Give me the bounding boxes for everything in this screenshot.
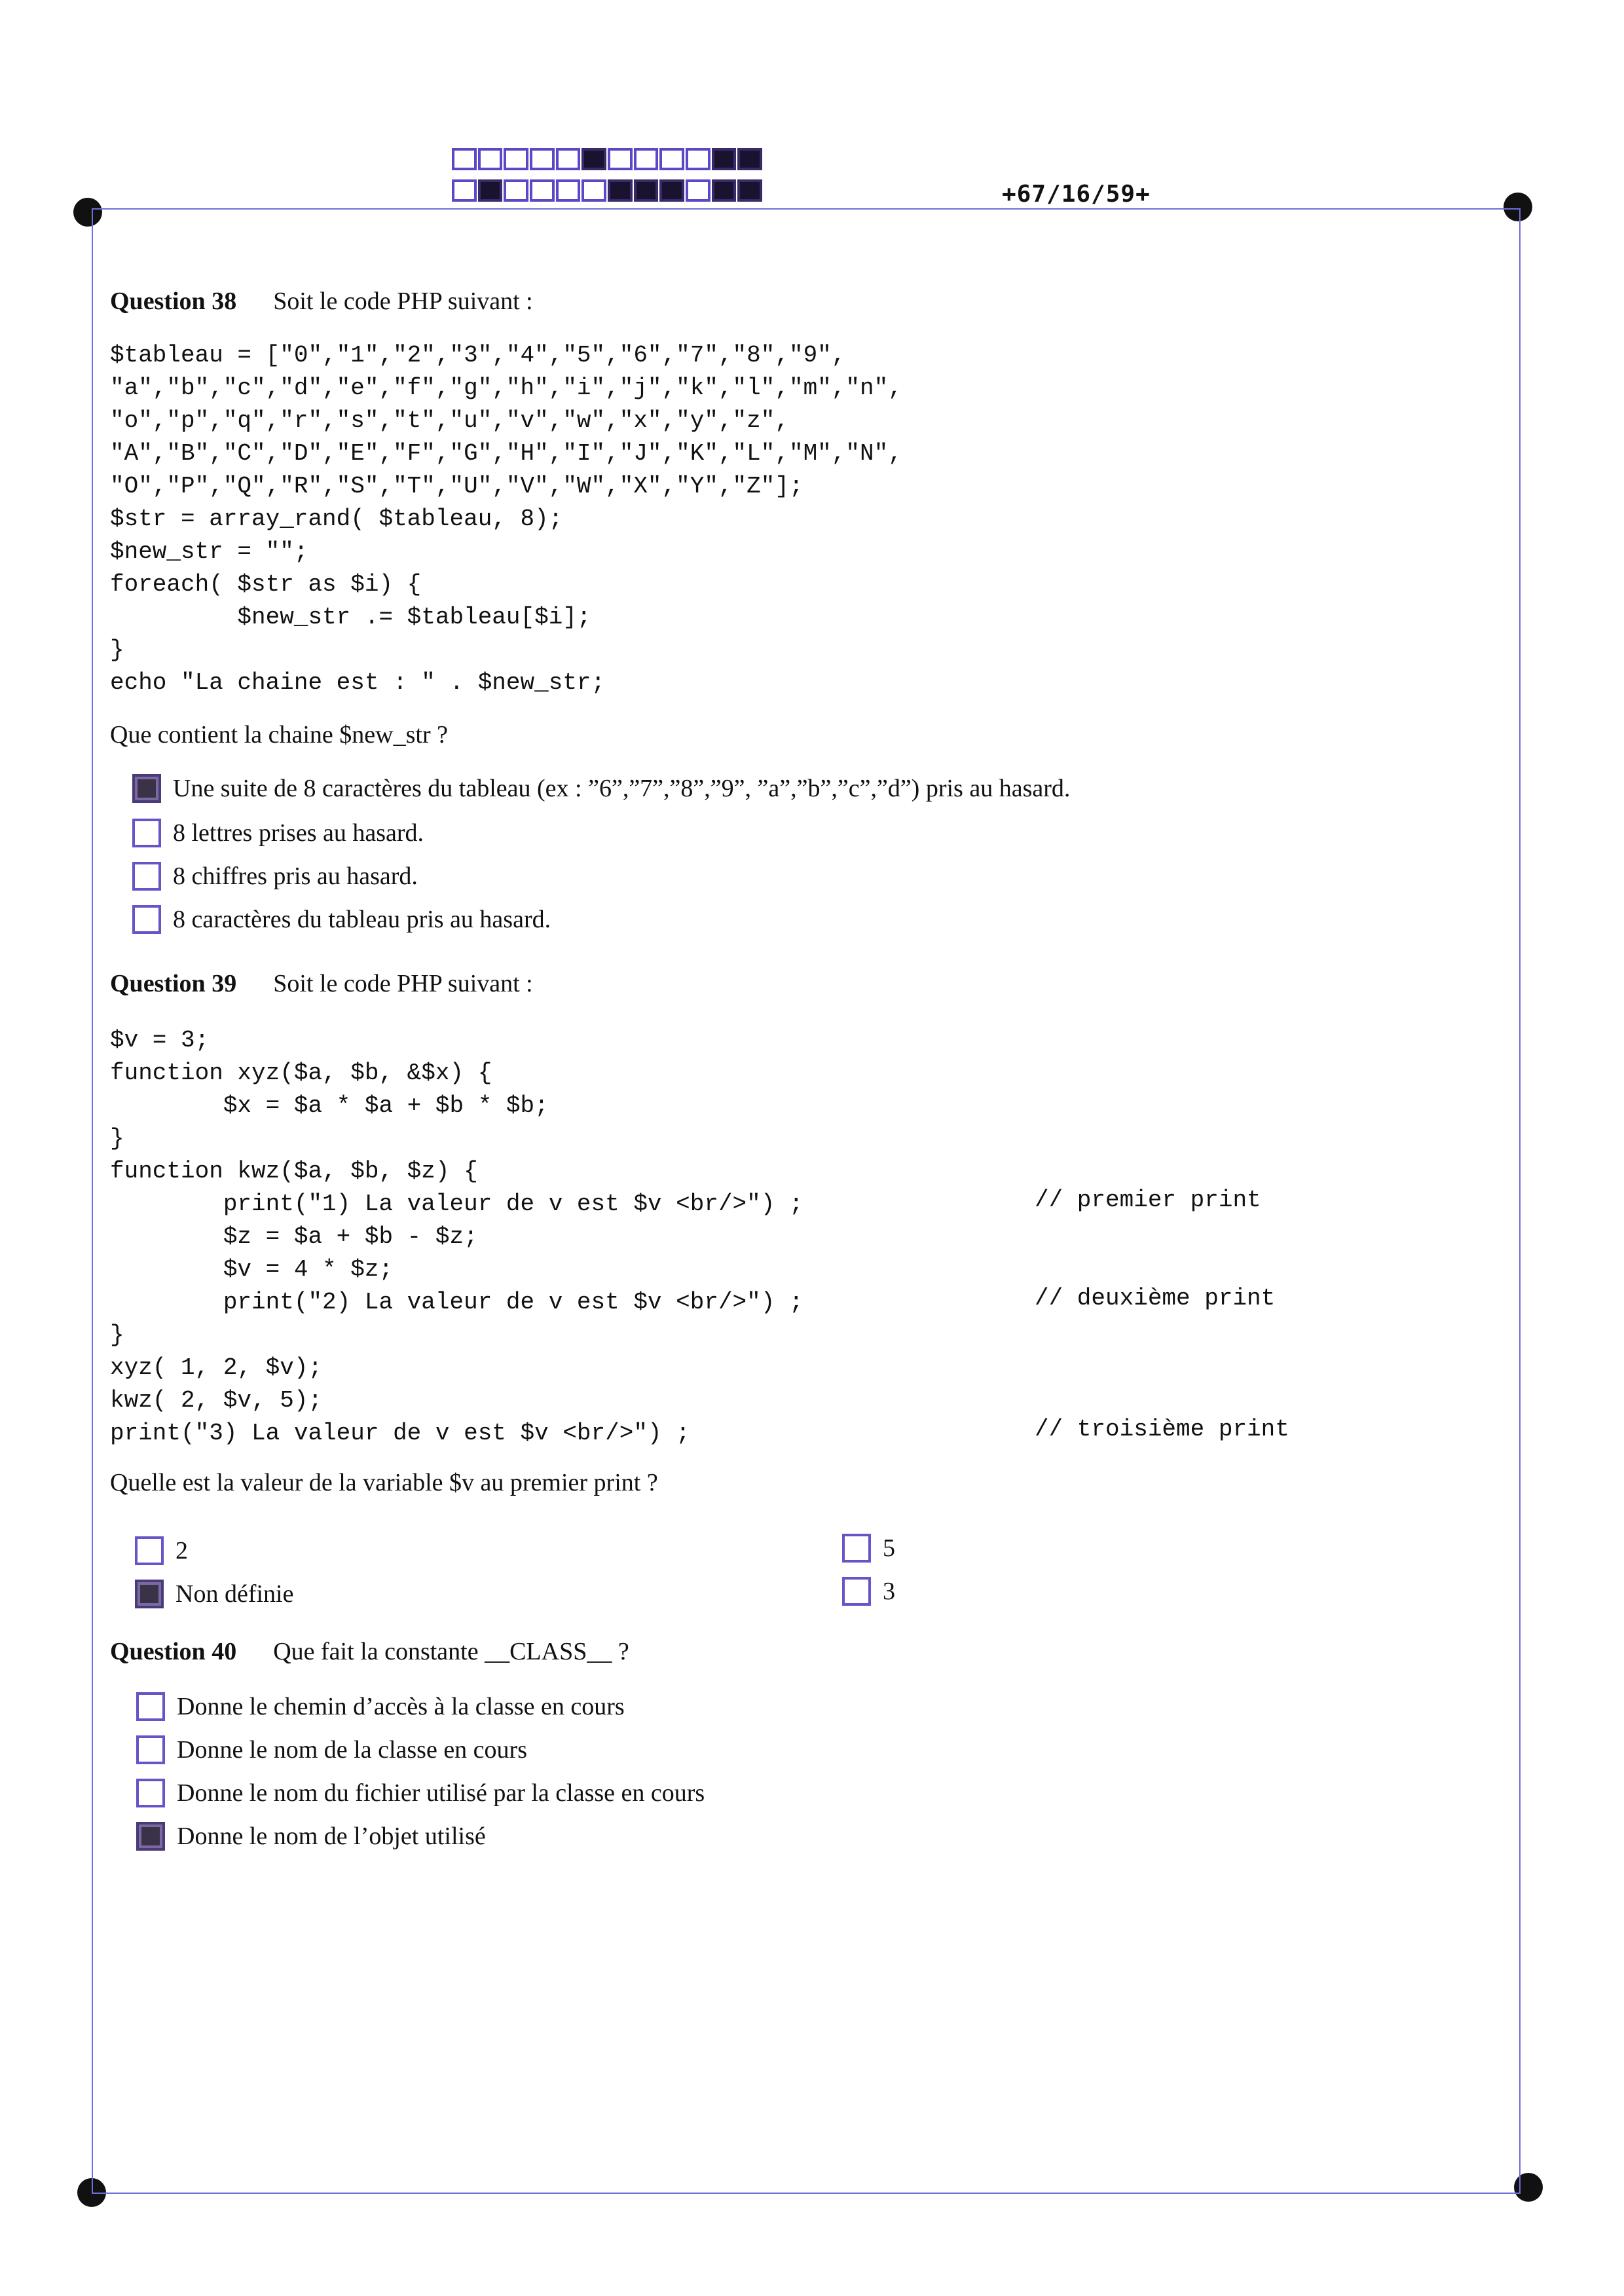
barcode-cell <box>737 148 762 170</box>
choice-label: Donne le nom de la classe en cours <box>177 1736 527 1764</box>
code-comment-1: // premier print <box>1035 1187 1261 1213</box>
choice-label: Donne le nom de l’objet utilisé <box>177 1823 486 1850</box>
question-text: Soit le code PHP suivant : <box>273 287 533 315</box>
barcode-cell <box>737 179 762 202</box>
barcode-cell <box>581 179 606 202</box>
q39-choice-2[interactable] <box>135 1580 293 1608</box>
checkbox[interactable] <box>136 1735 165 1764</box>
barcode-cell <box>530 179 555 202</box>
choice-label: 5 <box>883 1534 895 1562</box>
choice-label: Donne le nom du fichier utilisé par la classe en cours <box>177 1779 705 1807</box>
barcode-cell <box>659 179 684 202</box>
checkbox[interactable] <box>842 1577 871 1606</box>
question-38-heading <box>110 287 533 316</box>
question-38-code: $tableau = ["0","1","2","3","4","5","6","7","8","9", "a","b","c","d","e","f","g","h","i","j","k","l","m","n", "o","p","q","r","s","t","u","v","w","x","y","z", "A","B","C","D","E","F","G","H","I","J","K","L","M","N", "O","P","Q","R","S","T","U","V","W","X","Y","Z"]; $str = array_rand( $tableau, 8); $new_str = ""; foreach( $str as $i) { $new_str .= $tableau[$i]; } echo "La chaine est : " . $new_str; <box>110 342 902 696</box>
choice-label: Non définie <box>175 1580 294 1608</box>
q38-choice-1[interactable] <box>132 774 1070 803</box>
page-id: +67/16/59+ <box>1002 181 1151 208</box>
question-39-heading <box>110 969 533 998</box>
choice-label: Une suite de 8 caractères du tableau (ex : ”6”,”7”,”8”,”9”, ”a”,”b”,”c”,”d”) pris au hasard. <box>173 775 1071 802</box>
checkbox[interactable] <box>132 905 161 934</box>
barcode-cell <box>452 148 477 170</box>
q39-choice-1[interactable] <box>135 1536 188 1565</box>
question-40-heading <box>110 1637 629 1666</box>
question-number: Question 38 <box>110 287 237 315</box>
barcode-cell <box>712 148 737 170</box>
barcode-cell <box>686 148 710 170</box>
code-comment-2: // deuxième print <box>1035 1285 1276 1312</box>
q38-choice-3[interactable] <box>132 862 418 891</box>
barcode-cell <box>530 148 555 170</box>
checkbox[interactable] <box>132 774 161 803</box>
barcode-cell <box>556 179 581 202</box>
barcode-cell <box>686 179 710 202</box>
q38-choice-2[interactable] <box>132 819 424 847</box>
q38-choice-4[interactable] <box>132 905 551 934</box>
question-number: Question 39 <box>110 970 237 997</box>
question-38-prompt: Que contient la chaine $new_str ? <box>110 721 448 749</box>
barcode-cell <box>556 148 581 170</box>
choice-label: Donne le chemin d’accès à la classe en cours <box>177 1693 625 1720</box>
checkbox[interactable] <box>136 1692 165 1721</box>
barcode-row-1 <box>452 148 764 170</box>
barcode-cell <box>712 179 737 202</box>
checkbox[interactable] <box>842 1534 871 1563</box>
question-text: Que fait la constante __CLASS__ ? <box>273 1638 629 1665</box>
barcode-cell <box>452 179 477 202</box>
checkbox[interactable] <box>135 1580 164 1608</box>
barcode-cell <box>478 148 503 170</box>
barcode-cell <box>581 148 606 170</box>
barcode-cell <box>659 148 684 170</box>
code-comment-3: // troisième print <box>1035 1416 1289 1443</box>
checkbox[interactable] <box>135 1536 164 1565</box>
barcode-row-2 <box>452 179 764 202</box>
q40-choice-3[interactable] <box>136 1779 705 1807</box>
barcode-cell <box>608 179 633 202</box>
barcode-cell <box>504 179 528 202</box>
question-39-code: $v = 3; function xyz($a, $b, &$x) { $x = $a * $a + $b * $b; } function kwz($a, $b, $z) { print("1) La valeur de v est $v <br/>") ; $z = $a + $b - $z; $v = 4 * $z; print("2) La valeur de v est $v <br/>") ; } xyz( 1, 2, $v); kwz( 2, $v, 5); print("3) La valeur de v est $v <br/>") ; <box>110 1027 803 1447</box>
q40-choice-4[interactable] <box>136 1822 486 1851</box>
checkbox[interactable] <box>132 862 161 891</box>
choice-label: 3 <box>883 1578 895 1605</box>
checkbox[interactable] <box>136 1779 165 1807</box>
q39-choice-3[interactable] <box>842 1534 895 1563</box>
barcode-cell <box>634 179 659 202</box>
choice-label: 2 <box>175 1537 188 1565</box>
choice-label: 8 chiffres pris au hasard. <box>173 862 418 890</box>
barcode-cell <box>608 148 633 170</box>
checkbox[interactable] <box>136 1822 165 1851</box>
choice-label: 8 lettres prises au hasard. <box>173 819 424 847</box>
checkbox[interactable] <box>132 819 161 847</box>
barcode-cell <box>634 148 659 170</box>
question-text: Soit le code PHP suivant : <box>273 970 533 997</box>
barcode-cell <box>504 148 528 170</box>
question-number: Question 40 <box>110 1638 237 1665</box>
choice-label: 8 caractères du tableau pris au hasard. <box>173 906 551 933</box>
q40-choice-1[interactable] <box>136 1692 625 1721</box>
barcode-cell <box>478 179 503 202</box>
question-39-prompt: Quelle est la valeur de la variable $v au premier print ? <box>110 1469 658 1496</box>
q39-choice-4[interactable] <box>842 1577 895 1606</box>
q40-choice-2[interactable] <box>136 1735 527 1764</box>
